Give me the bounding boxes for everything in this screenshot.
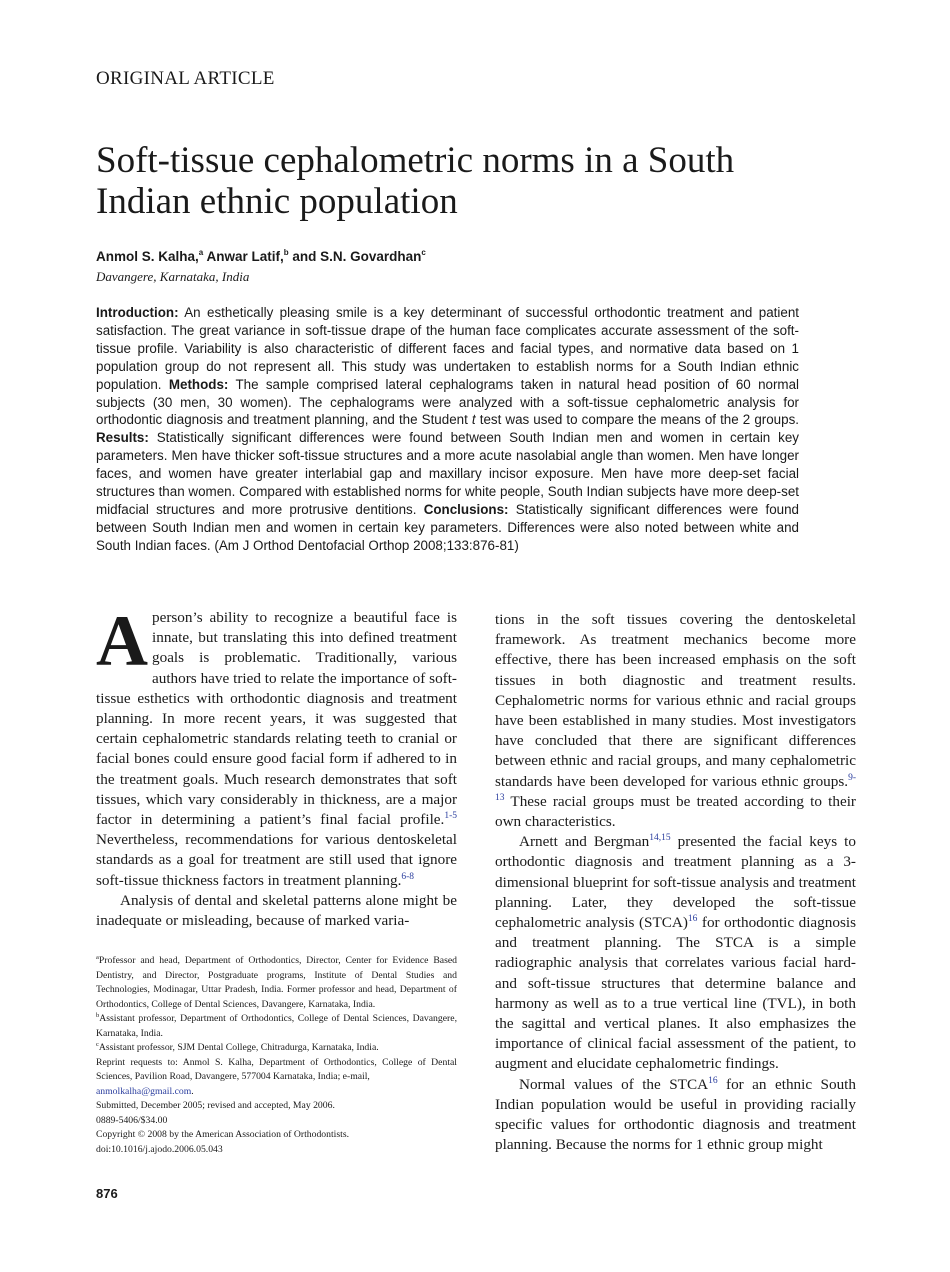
citation-link[interactable]: 1-5 [444, 811, 457, 822]
abstract-italic-term: t [471, 412, 476, 428]
email-link[interactable]: anmolkalha@gmail.com [96, 1085, 192, 1097]
abstract-text: test was used to compare the means of the 2 groups. [475, 412, 799, 428]
author-affiliation-mark: b [283, 248, 289, 257]
author-name: Anwar Latif, [203, 249, 284, 264]
body-text: These racial groups must be treated according to their own characteristics. [495, 792, 856, 831]
title-line-2: Indian ethnic population [96, 181, 458, 222]
author-list [96, 248, 426, 264]
footnote-doi: doi:10.1016/j.ajodo.2006.05.043 [96, 1143, 223, 1155]
footnote-affiliation-a [96, 954, 457, 1012]
section-label: ORIGINAL ARTICLE [96, 68, 275, 89]
body-text: tions in the soft tissues covering the dentoskeletal framework. As treatment mechanics become more effective, there has been increased emphasis on the soft tissues in both diagnostic and treatment results. Cephalometric norms for various ethnic and racial groups have been established in many studies. Most investigators have concluded that there are significant differences between ethnic and racial groups, and many cephalometric standards have been developed for various ethnic groups. [495, 611, 856, 790]
citation-link[interactable]: 14,15 [649, 833, 671, 844]
body-paragraph [495, 610, 856, 832]
body-text: presented the facial keys to orthodontic diagnosis and treatment planning as a 3-dimensional blueprint for soft-tissue analysis and treatment planning. Later, they developed the soft-tissue cephalometric analysis (STCA) [495, 833, 856, 932]
footnote-issn: 0889-5406/$34.00 [96, 1114, 168, 1126]
body-text: Normal values of the STCA [519, 1075, 709, 1093]
footnote-submitted: Submitted, December 2005; revised and accepted, May 2006. [96, 1100, 335, 1111]
abstract-text: An esthetically pleasing smile is a key determinant of successful orthodontic treatment and patient satisfaction. The great variance in soft-tissue drape of the human face complicates accurate assessment of the soft-tissue profile. Variability is also characteristic of different faces and facial types, and normative data based on 1 population group do not represent all. This study was undertaken to establish norms for a South Indian ethnic population. [96, 305, 799, 392]
abstract-label-results: Results: [96, 430, 149, 446]
citation-link[interactable]: 9-13 [495, 772, 856, 803]
body-paragraph: Analysis of dental and skeletal patterns alone might be inadequate or misleading, because of marked varia- [96, 891, 457, 930]
page-number: 876 [96, 1186, 118, 1201]
body-column-left [96, 601, 457, 931]
footnote-mark: b [96, 1012, 100, 1019]
abstract-label-methods: Methods: [168, 376, 229, 392]
footnote-text: . [191, 1085, 194, 1097]
abstract-label-conclusions: Conclusions: [423, 501, 509, 517]
body-text: Nevertheless, recommendations for various dentoskeletal standards as a goal for treatment are still used that ignore soft-tissue thickness factors in treatment planning. [96, 831, 457, 889]
footnote-text: Reprint requests to: Anmol S. Kalha, Department of Orthodontics, College of Dental Sciences, Pavilion Road, Davangere, 577004 Karnataka, India; e-mail, [96, 1056, 457, 1082]
drop-cap: A [96, 601, 148, 681]
article-title [96, 140, 856, 222]
author-affiliation-mark: a [198, 248, 204, 257]
footnote-reprint [96, 1056, 457, 1100]
abstract [96, 304, 799, 555]
footnote-text: Professor and head, Department of Orthodontics, Director, Center for Evidence Based Dentistry, and Director, Postgraduate programs, Institute of Dental Studies and Technologies, Modinagar, Uttar Pradesh, India. Former professor and head, Department of Orthodontics, College of Dental Sciences, Davangere, Karnataka, India. [96, 955, 457, 1010]
citation-link[interactable]: 16 [708, 1075, 718, 1086]
footnote-mark: a [96, 954, 99, 961]
author-name: and S.N. Govardhan [288, 249, 422, 264]
author-location: Davangere, Karnataka, India [96, 269, 250, 284]
footnotes [96, 954, 457, 1157]
footnote-copyright: Copyright © 2008 by the American Association of Orthodontists. [96, 1129, 350, 1140]
body-text: for orthodontic diagnosis and treatment planning. The STCA is a simple radiographic analysis that correlates various facial hard- and soft-tissue structures that determine balance and harmony as well as to a true vertical line (TVL), in both the sagittal and vertical planes. It also emphasizes the importance of clinical facial assessment of the patient, to augment and elucidate cephalometric findings. [495, 914, 856, 1073]
citation-link[interactable]: 6-8 [401, 871, 415, 882]
abstract-label-introduction: Introduction: [96, 305, 179, 320]
body-paragraph [495, 1075, 856, 1156]
body-text: person’s ability to recognize a beautiful face is innate, but translating this into defined treatment goals is problematic. Traditionally, various authors have tried to relate the importance of soft-tissue esthetics with orthodontic diagnosis and treatment planning. In more recent years, it was suggested that certain cephalometric standards relating teeth to cranial or facial bones could ensure good facial form if adhered to in the treatment goals. Much research demonstrates that soft tissues, which vary considerably in thickness, are a major factor in determining a patient’s final facial profile. [96, 609, 457, 829]
abstract-text: The sample comprised lateral cephalograms taken in natural head position of 60 normal subjects (30 men, 30 women). The cephalograms were analyzed with a soft-tissue cephalometric analysis for orthodontic diagnosis and treatment planning, and the Student [96, 376, 799, 428]
citation-link[interactable]: 16 [687, 914, 698, 925]
footnote-affiliation-b [96, 1012, 457, 1041]
footnote-text: Assistant professor, Department of Orthodontics, College of Dental Sciences, Davangere, Karnataka, India. [96, 1013, 457, 1039]
abstract-text: Statistically significant differences were found between South Indian men and women in certain key parameters. Differences were also noted between white and South Indian faces. (Am J Orthod Dentofacial Orthop 2008;133:876-81) [96, 501, 799, 553]
author-name: Anmol S. Kalha, [96, 249, 199, 264]
author-affiliation-mark: c [421, 248, 426, 257]
body-paragraph [96, 601, 457, 891]
footnote-mark: c [96, 1041, 99, 1048]
abstract-text: Statistically significant differences were found between South Indian men and women in certain key parameters. Men have thicker soft-tissue structures and a more acute nasolabial angle than women. Men have longer faces, and women have greater interlabial gap and maxillary incisor exposure. Men have more deep-set facial structures than women. Compared with established norms for white people, South Indian subjects have more deep-set midfacial structures and more protrusive dentitions. [96, 430, 799, 517]
body-text: for an ethnic South Indian population would be useful in providing racially specific values for orthodontic diagnosis and treatment planning. Because the norms for 1 ethnic group might [495, 1075, 856, 1154]
body-paragraph [495, 832, 856, 1074]
footnote-affiliation-c [96, 1041, 457, 1056]
body-text: Arnett and Bergman [519, 833, 650, 851]
title-line-1: Soft-tissue cephalometric norms in a South [96, 140, 735, 181]
footnote-text: Assistant professor, SJM Dental College, Chitradurga, Karnataka, India. [98, 1042, 379, 1053]
body-column-right [495, 610, 856, 1155]
